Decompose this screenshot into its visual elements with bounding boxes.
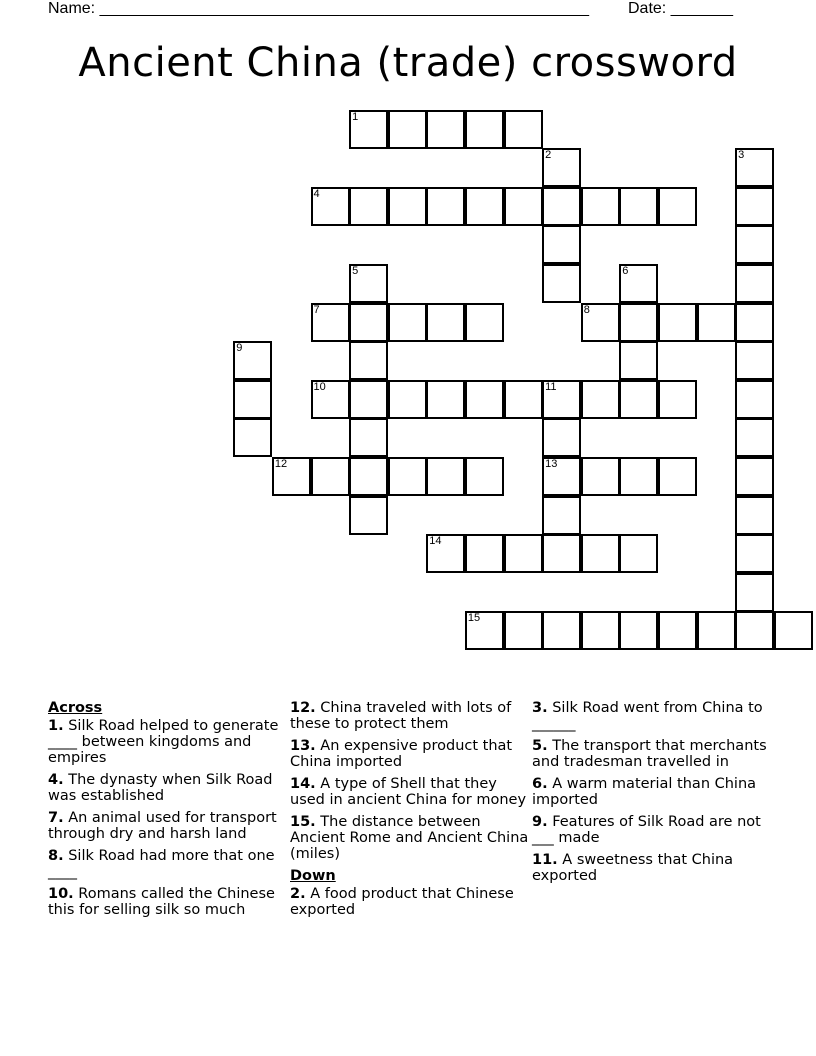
grid-cell[interactable]	[581, 187, 620, 226]
grid-cell[interactable]	[426, 457, 465, 496]
clue-text: An animal used for transport through dry and harsh land	[48, 810, 277, 842]
grid-cell[interactable]	[735, 341, 774, 380]
grid-cell[interactable]	[619, 380, 658, 419]
across-heading: Across	[48, 700, 103, 716]
grid-cell[interactable]	[349, 380, 388, 419]
grid-cell[interactable]	[233, 418, 272, 457]
clue-text: A warm material than China imported	[532, 776, 757, 808]
grid-cell[interactable]	[465, 380, 504, 419]
grid-cell[interactable]	[658, 187, 697, 226]
grid-cell[interactable]	[542, 496, 581, 535]
clue-number: 4	[313, 187, 320, 200]
clue-number-label: 7.	[48, 810, 64, 826]
clue-number-label: 15.	[290, 814, 316, 830]
grid-cell[interactable]	[311, 457, 350, 496]
grid-cell[interactable]	[426, 187, 465, 226]
grid-cell[interactable]	[388, 110, 427, 149]
grid-cell[interactable]	[349, 341, 388, 380]
grid-cell[interactable]	[465, 457, 504, 496]
grid-cell[interactable]	[658, 380, 697, 419]
clue-item	[48, 810, 283, 842]
grid-cell[interactable]	[542, 611, 581, 650]
clue-number: 9	[236, 342, 243, 355]
clues-column-2	[290, 700, 530, 924]
clue-number-label: 9.	[532, 814, 548, 830]
page-title: Ancient China (trade) crossword	[78, 40, 738, 86]
grid-cell[interactable]	[735, 148, 774, 187]
clue-item	[290, 814, 530, 862]
grid-cell[interactable]	[465, 187, 504, 226]
clue-number: 1	[352, 110, 359, 123]
grid-cell[interactable]	[349, 303, 388, 342]
grid-cell[interactable]	[658, 611, 697, 650]
clue-text: The transport that merchants and tradesman travelled in	[532, 738, 767, 770]
grid-cell[interactable]	[542, 148, 581, 187]
grid-cell[interactable]	[735, 611, 774, 650]
clue-number-label: 12.	[290, 700, 316, 716]
grid-cell[interactable]	[619, 611, 658, 650]
clue-number-label: 2.	[290, 886, 306, 902]
grid-cell[interactable]	[735, 187, 774, 226]
grid-cell[interactable]	[233, 380, 272, 419]
clue-number-label: 14.	[290, 776, 316, 792]
grid-cell[interactable]	[311, 303, 350, 342]
grid-cell[interactable]	[619, 264, 658, 303]
clue-item	[290, 886, 530, 918]
grid-cell[interactable]	[233, 341, 272, 380]
grid-cell[interactable]	[465, 110, 504, 149]
grid-cell[interactable]	[735, 534, 774, 573]
clues-column-1	[48, 700, 283, 924]
down-heading: Down	[290, 868, 336, 884]
clue-number: 15	[467, 612, 481, 625]
clue-number-label: 6.	[532, 776, 548, 792]
grid-cell[interactable]	[697, 611, 736, 650]
clues-column-3	[532, 700, 767, 890]
grid-cell[interactable]	[658, 457, 697, 496]
grid-cell[interactable]	[542, 457, 581, 496]
grid-cell[interactable]	[542, 418, 581, 457]
grid-cell[interactable]	[735, 457, 774, 496]
clue-text: Features of Silk Road are not ___ made	[532, 814, 761, 846]
grid-cell[interactable]	[465, 303, 504, 342]
grid-cell[interactable]	[349, 418, 388, 457]
clue-item	[290, 700, 530, 732]
clue-text: China traveled with lots of these to protect them	[290, 700, 512, 732]
grid-cell[interactable]	[735, 264, 774, 303]
clue-item	[48, 718, 283, 766]
clue-text: An expensive product that China imported	[290, 738, 513, 770]
clue-item	[48, 848, 283, 880]
grid-cell[interactable]	[697, 303, 736, 342]
clue-item	[290, 738, 530, 770]
clue-number: 7	[313, 303, 320, 316]
clue-number: 5	[352, 264, 359, 277]
clue-number: 10	[313, 380, 326, 393]
grid-cell[interactable]	[619, 303, 658, 342]
grid-cell[interactable]	[465, 611, 504, 650]
clue-text: Romans called the Chinese this for selling silk so much	[48, 886, 275, 918]
clue-text: Silk Road helped to generate ____ between kingdoms and empires	[48, 718, 279, 766]
grid-cell[interactable]	[735, 225, 774, 264]
clue-number: 11	[545, 380, 557, 393]
grid-cell[interactable]	[542, 264, 581, 303]
grid-cell[interactable]	[735, 380, 774, 419]
grid-cell[interactable]	[349, 264, 388, 303]
clue-number-label: 8.	[48, 848, 64, 864]
across-clue-list-continued	[290, 700, 530, 862]
grid-cell[interactable]	[735, 303, 774, 342]
grid-cell[interactable]	[426, 380, 465, 419]
date-field-label: Date: _______	[628, 0, 733, 17]
name-field-label: Name: _______________________________________________________	[48, 0, 589, 17]
clue-number-label: 13.	[290, 738, 316, 754]
grid-cell[interactable]	[349, 457, 388, 496]
grid-cell[interactable]	[504, 611, 543, 650]
grid-cell[interactable]	[581, 534, 620, 573]
clue-number-label: 5.	[532, 738, 548, 754]
clue-item	[532, 700, 767, 732]
grid-cell[interactable]	[504, 534, 543, 573]
clue-item	[532, 852, 767, 884]
grid-cell[interactable]	[349, 187, 388, 226]
grid-cell[interactable]	[311, 187, 350, 226]
grid-cell[interactable]	[619, 457, 658, 496]
grid-cell[interactable]	[581, 303, 620, 342]
clue-item	[290, 776, 530, 808]
clue-item	[532, 738, 767, 770]
clue-number: 8	[583, 303, 590, 316]
grid-cell[interactable]	[504, 187, 543, 226]
grid-cell[interactable]	[658, 303, 697, 342]
grid-cell[interactable]	[619, 187, 658, 226]
clue-number: 13	[545, 457, 558, 470]
grid-cell[interactable]	[735, 573, 774, 612]
grid-cell[interactable]	[619, 534, 658, 573]
grid-cell[interactable]	[735, 496, 774, 535]
grid-cell[interactable]	[581, 611, 620, 650]
clue-item	[48, 772, 283, 804]
grid-cell[interactable]	[426, 303, 465, 342]
grid-cell[interactable]	[311, 380, 350, 419]
grid-cell[interactable]	[774, 611, 813, 650]
grid-cell[interactable]	[542, 187, 581, 226]
grid-cell[interactable]	[619, 341, 658, 380]
clue-number-label: 1.	[48, 718, 64, 734]
clue-text: Silk Road had more that one ____	[48, 848, 275, 880]
down-clue-list	[290, 886, 530, 918]
clue-number: 14	[429, 535, 442, 548]
clue-number: 12	[274, 457, 288, 470]
grid-cell[interactable]	[349, 110, 388, 149]
clue-text: A type of Shell that they used in ancient China for money	[290, 776, 527, 808]
grid-cell[interactable]	[465, 534, 504, 573]
grid-cell[interactable]	[581, 457, 620, 496]
clue-number: 3	[738, 149, 745, 162]
grid-cell[interactable]	[542, 225, 581, 264]
across-clue-list	[48, 718, 283, 918]
clue-number-label: 11.	[532, 852, 558, 868]
grid-cell[interactable]	[349, 496, 388, 535]
clue-text: A sweetness that China exported	[532, 852, 734, 884]
grid-cell[interactable]	[735, 418, 774, 457]
clue-item	[532, 814, 767, 846]
grid-cell[interactable]	[388, 457, 427, 496]
clue-text: The distance between Ancient Rome and Ancient China (miles)	[290, 814, 529, 862]
clue-text: Silk Road went from China to ______	[532, 700, 763, 732]
down-clue-list-continued	[532, 700, 767, 884]
clue-number-label: 4.	[48, 772, 64, 788]
grid-cell[interactable]	[388, 380, 427, 419]
grid-cell[interactable]	[504, 380, 543, 419]
grid-cell[interactable]	[542, 534, 581, 573]
clue-item	[48, 886, 283, 918]
clue-number: 2	[545, 149, 552, 162]
grid-cell[interactable]	[272, 457, 311, 496]
grid-cell[interactable]	[426, 110, 465, 149]
clue-item	[532, 776, 767, 808]
grid-cell[interactable]	[388, 187, 427, 226]
grid-cell[interactable]	[388, 303, 427, 342]
clue-number: 6	[622, 264, 629, 277]
grid-cell[interactable]	[504, 110, 543, 149]
grid-cell[interactable]	[426, 534, 465, 573]
clue-number-label: 10.	[48, 886, 74, 902]
grid-cell[interactable]	[542, 380, 581, 419]
clue-text: A food product that Chinese exported	[290, 886, 514, 918]
clue-text: The dynasty when Silk Road was established	[48, 772, 273, 804]
clue-number-label: 3.	[532, 700, 548, 716]
grid-cell[interactable]	[581, 380, 620, 419]
